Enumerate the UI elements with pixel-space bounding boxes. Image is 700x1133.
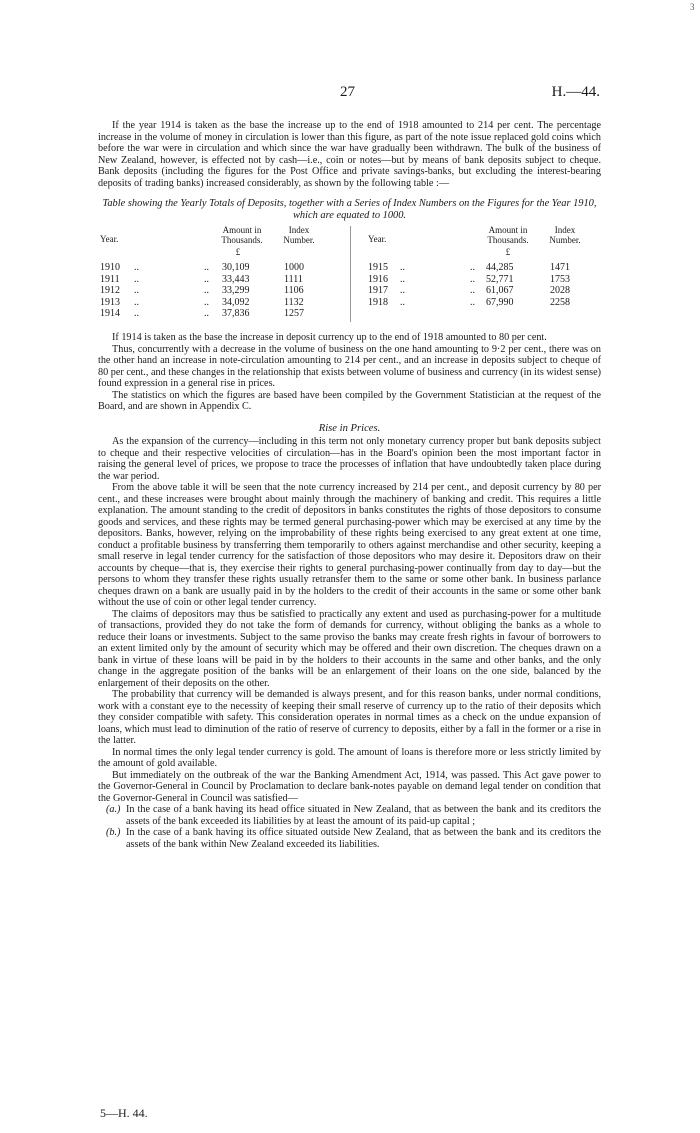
body-paragraph: The claims of depositors may thus be satisfied to practically any extent and used as purchasing-power for a multitude of transactions, provided they do not take the form of demands for currency, without obliging the banks as a whole to reduce their loans or investments. Subject to the same proviso the banks may create fresh rights in favour of borrowers to an extent limited only by the amount of security which may be offered and their own discretion. The cheques drawn on a bank in virtue of these loans will be paid in by the holders to their accounts in the same and other banks, and the only change in the aggregate position of the banks will be an enlargement of their loans on the one side, balanced by the enlargement of their deposits on the other.: [98, 608, 601, 689]
col-header-unit: £: [505, 247, 511, 257]
row-year: 1916: [368, 273, 388, 285]
col-header-amount: Amount in Thousands.: [487, 225, 529, 245]
document-reference: H.—44.: [551, 84, 600, 100]
row-year: 1914: [100, 308, 120, 319]
corner-mark: 3: [690, 2, 695, 12]
row-amount: 34,092: [222, 296, 250, 308]
row-index: 2258: [550, 296, 570, 308]
list-item-text: In the case of a bank having its head office situated in New Zealand, that as between the bank and its creditors the assets of the bank exceeded its liabilities by at least the amount of its paid-up capital ;: [126, 804, 601, 827]
col-header-year: Year.: [100, 234, 119, 244]
leader-dots: ..: [400, 296, 405, 308]
leader-dots: ..: [204, 273, 209, 285]
row-index: 1257: [284, 308, 304, 319]
row-amount: 52,771: [486, 273, 514, 285]
body-paragraph: But immediately on the outbreak of the war the Banking Amendment Act, 1914, was passed. This Act gave power to the Governor-General in Council by Proclamation to declare bank-notes payable on demand legal tender on condition that the Governor-General in Council was satisfied—: [98, 769, 601, 804]
body-paragraph: As the expansion of the currency—including in this term not only monetary currency proper but bank deposits subject to cheque and their respective velocities of circulation—has in the Board's opinion been the most important factor in raising the general level of prices, we propose to trace the processes of inflation that have undoubtedly taken place during the war period.: [98, 436, 601, 482]
body-paragraph: From the above table it will be seen that the note currency increased by 214 per cent., and deposit currency by 80 per cent., and these increases were brought about mainly through the machinery of banking and credit. This requires a little explanation. The amount standing to the credit of depositors in banks constitutes the rights of those depositors to consume goods and services, and these rights may be termed general purchasing-power which may be exercised at any time by the depositors. Banks, however, relying on the improbability of these rights being exercised to any great extent at one time, conduct a profitable business by transferring them temporarily to others against merchandise and other security, keeping a small reserve in legal tender currency for the satisfaction of those depositors who may desire it. Depositors draw on their accounts by cheque—that is, they exercise their rights to general purchasing-power continually from day to day—but the persons to whom they transfer these rights usually retransfer them to the same or some other bank. In business parlance cheques drawn on a bank are usually paid in by the holders to the credit of their accounts in the same or some other bank without the use of coin or other legal tender currency.: [98, 482, 601, 608]
table-right-half: [362, 226, 602, 308]
list-item: [98, 827, 601, 850]
row-amount: 67,990: [486, 296, 514, 308]
page-number: 27: [340, 84, 355, 100]
leader-dots: ..: [400, 285, 405, 296]
leader-dots: ..: [134, 308, 139, 319]
row-index: 1000: [284, 262, 304, 273]
row-year: 1913: [100, 296, 120, 308]
table-row: [98, 262, 348, 274]
table-header: [98, 226, 348, 262]
row-amount: 37,836: [222, 308, 250, 319]
table-header: [362, 226, 602, 262]
row-index: 1132: [284, 296, 304, 308]
table-row: [362, 274, 602, 286]
leader-dots: ..: [400, 273, 405, 285]
table-caption: Table showing the Yearly Totals of Deposits, together with a Series of Index Numbers on the Figures for the Year 1910, which are equated to 1000.: [102, 198, 597, 221]
leader-dots: ..: [204, 285, 209, 296]
leader-dots: ..: [470, 262, 475, 273]
body-paragraph: The probability that currency will be demanded is always present, and for this reason banks, under normal conditions, work with a constant eye to the necessity of keeping their small reserve of currency up to the ratio of their deposits which they consider compatible with safety. This consideration operates in normal times as a check on the undue expansion of loans, which must lead to diminution of the ratio of reserve of currency to deposits, either by a fall in the former or a rise in the latter.: [98, 689, 601, 746]
row-year: 1911: [100, 273, 120, 285]
body-paragraph: Thus, concurrently with a decrease in the volume of business on the one hand amounting to 9·2 per cent., there was on the other hand an increase in note-circulation amounting to 214 per cent., and an increase in deposits subject to cheque of 80 per cent., and these changes in the relationship that exists between volume of business and currency (in its widest sense) found expression in a general rise in prices.: [98, 343, 601, 389]
row-year: 1917: [368, 285, 388, 296]
row-year: 1918: [368, 296, 388, 308]
leader-dots: ..: [470, 285, 475, 296]
list-item: [98, 804, 601, 827]
row-index: 1106: [284, 285, 304, 296]
row-amount: 30,109: [222, 262, 250, 273]
row-amount: 33,299: [222, 285, 250, 296]
page-footer-signature: 5—H. 44.: [100, 1106, 148, 1120]
row-amount: 33,443: [222, 273, 250, 285]
row-index: 1471: [550, 262, 570, 273]
col-header-index: Index Number.: [549, 225, 581, 245]
leader-dots: ..: [204, 296, 209, 308]
row-amount: 61,067: [486, 285, 514, 296]
row-index: 1753: [550, 273, 570, 285]
body-paragraph: In normal times the only legal tender currency is gold. The amount of loans is therefore more or less strictly limited by the amount of gold available.: [98, 746, 601, 769]
col-header-amount: Amount in Thousands.: [221, 225, 263, 245]
table-row: [98, 285, 348, 297]
body-paragraph: If 1914 is taken as the base the increase in deposit currency up to the end of 1918 amounted to 80 per cent.: [112, 332, 547, 343]
table-row: [98, 274, 348, 286]
row-year: 1910: [100, 262, 120, 273]
table-row: [362, 297, 602, 309]
table-row: [98, 308, 348, 320]
table-row: [362, 285, 602, 297]
row-year: 1915: [368, 262, 388, 273]
table-row: [98, 297, 348, 309]
leader-dots: ..: [470, 273, 475, 285]
page-body: [98, 120, 601, 850]
leader-dots: ..: [134, 262, 139, 273]
list-item-label: (a.): [106, 804, 121, 815]
deposits-table: [98, 226, 601, 326]
leader-dots: ..: [134, 273, 139, 285]
row-amount: 44,285: [486, 262, 514, 273]
col-header-index: Index Number.: [283, 225, 315, 245]
row-index: 1111: [284, 273, 303, 285]
table-row: [362, 262, 602, 274]
leader-dots: ..: [470, 296, 475, 308]
col-header-year: Year.: [368, 234, 387, 244]
leader-dots: ..: [134, 296, 139, 308]
row-year: 1912: [100, 285, 120, 296]
leader-dots: ..: [204, 262, 209, 273]
list-item-text: In the case of a bank having its office situated outside New Zealand, that as between the bank and its creditors the assets of the bank within New Zealand exceeded its liabilities.: [126, 827, 601, 850]
body-paragraph: The statistics on which the figures are based have been compiled by the Government Statistician at the request of the Board, and are shown in Appendix C.: [98, 389, 601, 412]
page-header: [100, 84, 600, 104]
col-header-unit: £: [235, 247, 241, 257]
row-index: 2028: [550, 285, 570, 296]
leader-dots: ..: [204, 308, 209, 319]
condition-list: [98, 804, 601, 850]
table-left-half: [98, 226, 348, 320]
intro-paragraph: If the year 1914 is taken as the base the increase up to the end of 1918 amounted to 214 per cent. The percentage increase in the volume of money in circulation is lower than this figure, as part of the note issue replaced gold coins which before the war were in circulation and which since the war have gradually been withdrawn. The bulk of the business of New Zealand, however, is effected not by cash—i.e., coin or notes—but by means of bank deposits subject to cheque. Bank deposits (including the figures for the Post Office and private savings-banks, but excluding the interest-bearing deposits of trading banks) increased considerably, as shown by the following table :—: [98, 120, 601, 189]
list-item-label: (b.): [106, 827, 121, 838]
table-divider: [350, 226, 351, 322]
leader-dots: ..: [134, 285, 139, 296]
leader-dots: ..: [400, 262, 405, 273]
section-title: Rise in Prices.: [318, 422, 381, 434]
